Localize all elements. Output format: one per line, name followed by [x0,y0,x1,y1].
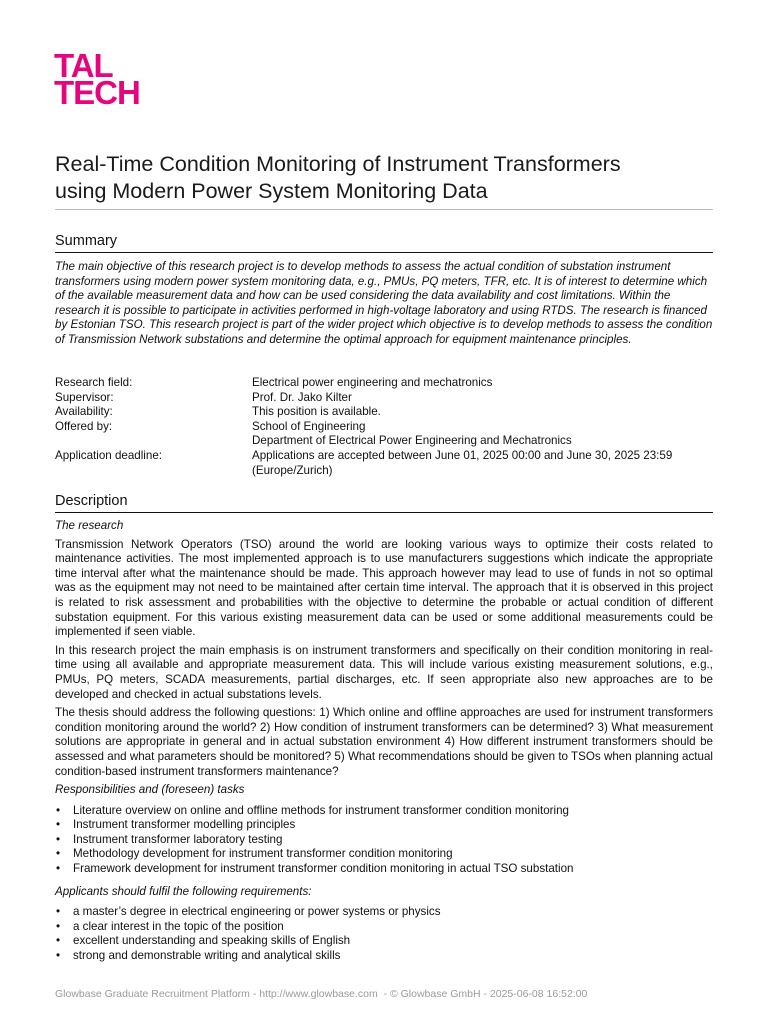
detail-row-offered-by [55,420,713,449]
tasks-list [55,804,713,877]
detail-value [252,420,713,449]
detail-label: Offered by: [55,419,113,433]
description-paragraph: Transmission Network Operators (TSO) around the world are looking various ways to optimize their costs related to maintenance activities. The most implemented approach is to use manufacturers suggestions which indicate the appropriate time interval after what the maintenance should be made. This approach however may lead to use of funds in not so optimal was as the equipment may not need to be maintained after certain time interval. The approach that it is observed in this project is related to risk assessment and probabilities with the objective to determine the probable or actual condition of different substation equipment. For this various existing measurement data can be used or some additional measurements could be implemented if seen viable. [55,537,713,639]
detail-label: Supervisor: [55,390,114,404]
detail-value: Applications are accepted between June 01, 2025 00:00 and June 30, 2025 23:59 (Europe/Zurich) [252,448,673,477]
detail-label: Application deadline: [55,448,162,462]
detail-value: Prof. Dr. Jako Kilter [252,390,352,404]
detail-label: Research field: [55,376,133,389]
list-item: • a master’s degree in electrical engineering or power systems or physics [55,905,713,920]
summary-heading: Summary [55,232,713,253]
detail-value: This position is available. [252,405,381,419]
taltech-logo [54,47,162,111]
summary-text: The main objective of this research project is to develop methods to assess the actual condition of substation instrument transformers using modern power system monitoring data, e.g., PMUs, PQ meters, TFR, etc. It is of interest to determine which of the available measurement data and how can be used considering the data availability and cost limitations. Within the research it is possible to participate in activities performed in high-voltage laboratory and using RTDS. The research is financed by Estonian TSO. This research project is part of the wider project which objective is to develop methods to assess the condition of Transmission Network substations and determine the optimal approach for equipment maintenance principles. [55,260,713,346]
description-paragraph: In this research project the main emphasis is on instrument transformers and specifically on their condition monitoring in real-time using all available and appropriate measurement data. This will include various existing measurement solutions, e.g., PMUs, PQ meters, SCADA measurements, partial discharges, etc. If seen appropriate also new approaches are to be developed and checked in actual substations levels. [55,643,713,701]
research-subheading: The research [55,519,124,532]
detail-label: Availability: [55,405,113,419]
position-details [55,376,713,478]
detail-row-research-field [55,376,713,391]
description-paragraph: The thesis should address the following questions: 1) Which online and offline approaches are used for instrument transformers condition monitoring around the world? 2) How condition of instrument transformers can be determined? 3) What measurement solutions are appropriate in general and in actual substation environment 4) How different instrument transformers should be assessed and what parameters should be monitored? 5) What recommendations should be given to TSOs when planning actual condition-based instrument transformers maintenance? [55,706,713,778]
requirements-list [55,905,713,963]
department-name: Department of Electrical Power Engineering and Mechatronics [252,434,572,448]
title-line-1: Real-Time Condition Monitoring of Instrument Transformers [55,152,621,176]
detail-row-availability [55,405,713,420]
list-item: • excellent understanding and speaking skills of English [55,934,713,949]
title-divider [55,209,713,210]
page-footer: Glowbase Graduate Recruitment Platform - http://www.glowbase.com - © Glowbase GmbH - 2025-06-08 16:52:00 [55,988,588,1000]
detail-value: Electrical power engineering and mechatronics [252,376,493,389]
list-item: • Instrument transformer modelling principles [55,818,713,833]
list-item: • Literature overview on online and offline methods for instrument transformer condition monitoring [55,804,713,819]
logo-line-1: TAL [54,47,113,84]
description-heading: Description [55,492,713,513]
requirements-subheading: Applicants should fulfil the following requirements: [55,884,312,898]
detail-row-deadline [55,449,713,478]
logo-line-2: TECH [54,74,140,111]
list-item: • a clear interest in the topic of the position [55,920,713,935]
description-body [55,519,713,972]
list-item: • Methodology development for instrument transformer condition monitoring [55,847,713,862]
detail-row-supervisor [55,391,713,406]
school-name: School of Engineering [252,419,366,433]
title-line-2: using Modern Power System Monitoring Data [55,179,488,203]
page-title [55,151,715,205]
list-item: • strong and demonstrable writing and analytical skills [55,949,713,964]
list-item: • Instrument transformer laboratory testing [55,833,713,848]
tasks-subheading: Responsibilities and (foreseen) tasks [55,783,245,797]
list-item: • Framework development for instrument transformer condition monitoring in actual TSO substation [55,862,713,877]
